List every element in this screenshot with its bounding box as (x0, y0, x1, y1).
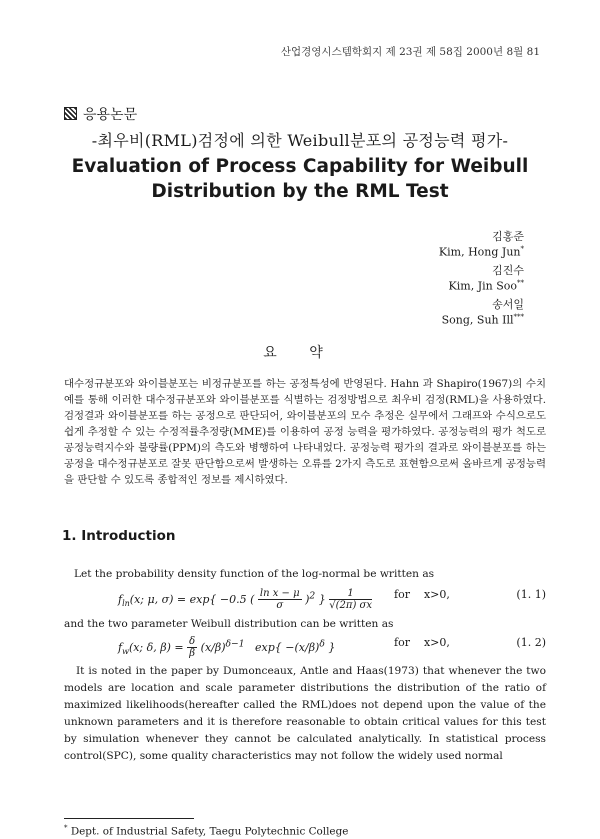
author-2-english: Kim, Jin Soo** (448, 279, 524, 293)
running-head: 산업경영시스템학회지 제 23권 제 58집 2000년 8월 81 (280, 46, 540, 58)
title-english-line2: Distribution by the RML Test (151, 181, 449, 202)
equation-1: $f_{ln}(x$; μ, σ) = exp{ −0.5 ( $\frac{\text{ln x − μ}}{\sigma}$ )$^2$ } $\frac{1}{√(2\pi) \sigma x}$ for x>0, (1. 1) (118, 588, 546, 611)
footnote-rule (64, 818, 194, 819)
footnote-1: * Dept. of Industrial Safety, Taegu Polytechnic College (64, 824, 349, 838)
category-label: 응용논문 (64, 104, 137, 124)
paragraph-2: and the two parameter Weibull distribution can be written as (64, 618, 394, 630)
author-2-korean: 김진수 (492, 264, 524, 277)
title-english-line1: Evaluation of Process Capability for Weibull (71, 156, 529, 177)
equation-2-number: (1. 2) (516, 636, 546, 649)
title-korean: -최우비(RML)검정에 의한 Weibull분포의 공정능력 평가- (91, 131, 509, 150)
author-1-english: Kim, Hong Jun* (438, 245, 524, 259)
equation-1-number: (1. 1) (516, 588, 546, 601)
author-3-korean: 송서일 (492, 298, 524, 311)
paragraph-1: Let the probability density function of the log-normal be written as (74, 568, 435, 580)
abstract-heading: 요 약 (263, 345, 337, 361)
section-heading: 1. Introduction (62, 528, 176, 544)
author-3-english: Song, Suh Ill*** (441, 313, 524, 327)
abstract-text: 대수정규분포와 와이블분포는 비정규분포를 하는 공정특성에 반영된다. Hahn 과 Shapiro(1967)의 수치 예를 통해 이러한 대수정규분포와 와이블분포를 식별하는 검정방법으로 최우비 검정(RML)을 사용하였다. 검정결과 와이블분포를 하는 공정으로 판단되어, 와이블분포의 모수 추정은 실무에서 그래프와 수식으로도 쉽게 추정할 수 있는 수정적률추정량(MME)를 이용하여 공정 능력을 평가하였다. 공정능력의 평가 척도로 공정능력지수와 불량률(PPM)의 측도와 병행하여 나타내었다. 공정능력 평가의 결과로 와이블분포를 하는 공정을 대수정규분포로 잘못 판단함으로써 발생하는 오류를 2가지 측도로 표현함으로써 올바르게 공정능력을 판단할 수 있도록 종합적인 정보를 제시하였다. (64, 378, 546, 486)
paragraph-3: It is noted in the paper by Dumonceaux, Antle and Haas(1973) that whenever the two models are location and scale parameter distributions the distribution of the ratio of maximized likelihoods(hereafter called the RML)does not depend upon the value of the unknown parameters and it is therefore reasonable to obtain critical values for this test by simulation whenever they cannot be calculated analytically. In statistical process control(SPC), some quality characteristics may not follow the widely used normal (64, 665, 546, 762)
category-box-icon (64, 107, 77, 120)
equation-2: $f_w(x$; δ, β) = $\frac{\delta}{\beta}$ $(x/\beta)^{\delta-1}$ $\exp\{ -(x/\beta)^\delta$ } for x>0, (1. 2) (118, 636, 546, 659)
author-1-korean: 김홍준 (492, 230, 524, 243)
